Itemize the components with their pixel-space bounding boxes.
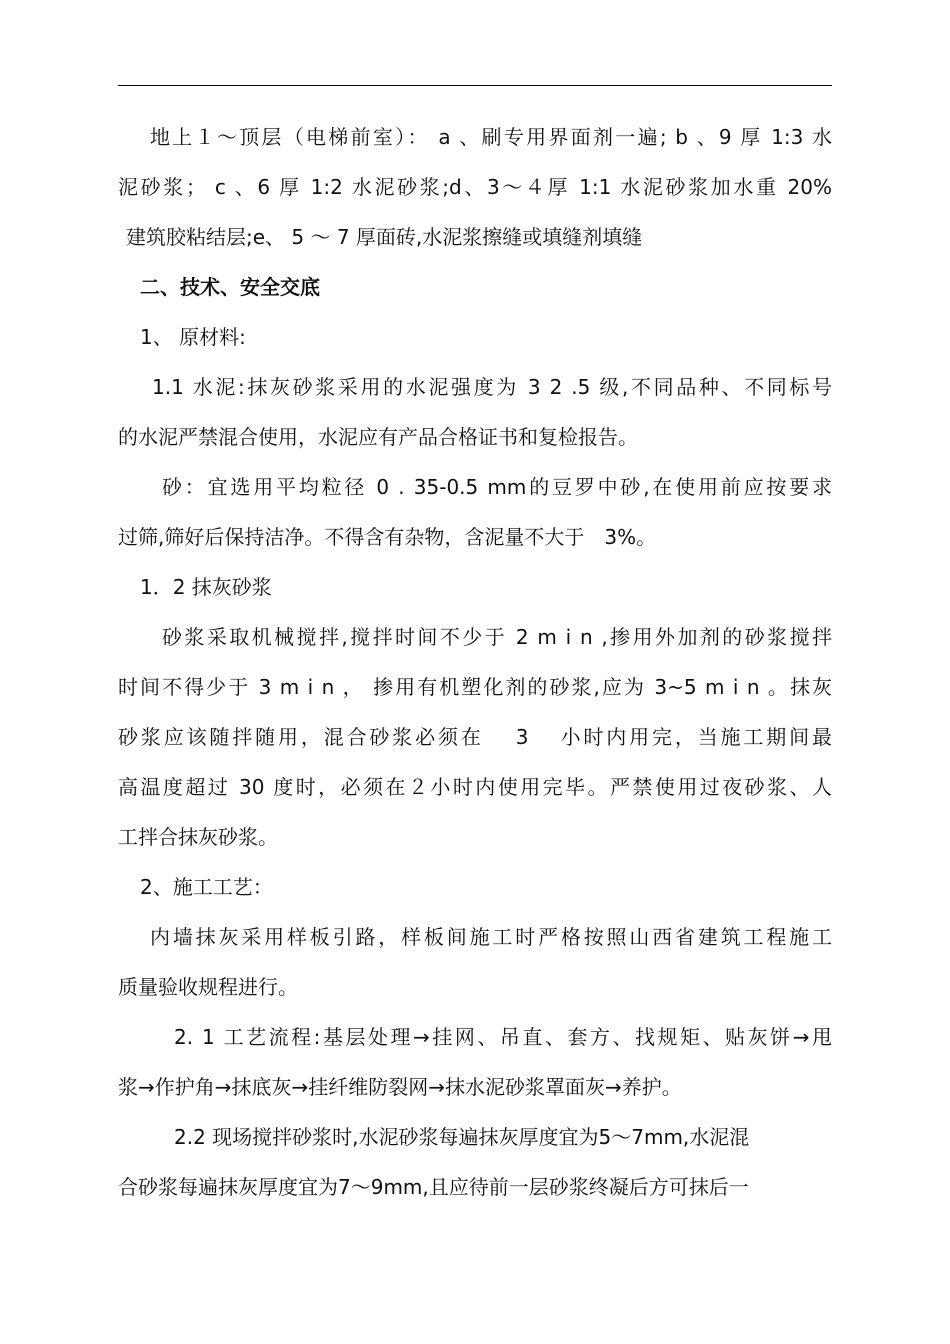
paragraph-line: 泥砂浆； c 、6 厚 1:2 水泥砂浆;d、3～４厚 1:1 水泥砂浆加水重 20% <box>118 175 832 199</box>
paragraph-line: 过筛,筛好后保持洁净。不得含有杂物，含泥量不大于 3%。 <box>118 525 657 549</box>
section-heading: 二、技术、安全交底 <box>140 275 320 299</box>
paragraph-line: 内墙抹灰采用样板引路，样板间施工时严格按照山西省建筑工程施工 <box>150 925 832 949</box>
paragraph-line: 砂浆应该随拌随用，混合砂浆必须在 3 小时内用完，当施工期间最 <box>118 725 832 749</box>
subsection-heading: 1、 原材料: <box>140 325 246 349</box>
paragraph-line: 砂：宜选用平均粒径 0 . 35-0.5 mm的豆罗中砂,在使用前应按要求 <box>162 475 832 499</box>
paragraph-line: 浆→作护角→抹底灰→挂纤维防裂网→抹水泥砂浆罩面灰→养护。 <box>118 1075 682 1099</box>
paragraph-line: 工拌合抹灰砂浆。 <box>118 825 278 849</box>
subsection-heading: 2、施工工艺： <box>140 875 273 899</box>
paragraph-line: 地上１～顶层（电梯前室）： a 、刷专用界面剂一遍; b 、9 厚 1:3 水 <box>150 125 832 149</box>
paragraph-line: 时间不得少于 3 m i n ， 掺用有机塑化剂的砂浆,应为 3~5 m i n 。抹灰 <box>118 675 832 699</box>
paragraph-line: 2. 1 工艺流程:基层处理→挂网、吊直、套方、找规矩、贴灰饼→甩 <box>174 1025 832 1049</box>
paragraph-line: 合砂浆每遍抹灰厚度宜为7～9mm,且应待前一层砂浆终凝后方可抹后一 <box>118 1175 749 1199</box>
paragraph-line: 的水泥严禁混合使用，水泥应有产品合格证书和复检报告。 <box>118 425 638 449</box>
paragraph-line: 建筑胶粘结层;e、 5 ～ 7 厚面砖,水泥浆擦缝或填缝剂填缝 <box>126 225 643 249</box>
paragraph-line: 2.2 现场搅拌砂浆时,水泥砂浆每遍抹灰厚度宜为5～7mm,水泥混 <box>174 1125 750 1149</box>
header-rule <box>118 85 832 86</box>
paragraph-line: 1.1 水泥:抹灰砂浆采用的水泥强度为 3 2 .5 级,不同品种、不同标号 <box>152 375 832 399</box>
document-body <box>118 112 832 1212</box>
paragraph-line: 砂浆采取机械搅拌,搅拌时间不少于 2 m i n ,掺用外加剂的砂浆搅拌 <box>162 625 832 649</box>
paragraph-line: 质量验收规程进行。 <box>118 975 298 999</box>
paragraph-line: 高温度超过 30 度时，必须在２小时内使用完毕。严禁使用过夜砂浆、人 <box>118 775 832 799</box>
subsection-heading: 1．2 抹灰砂浆 <box>140 575 272 599</box>
